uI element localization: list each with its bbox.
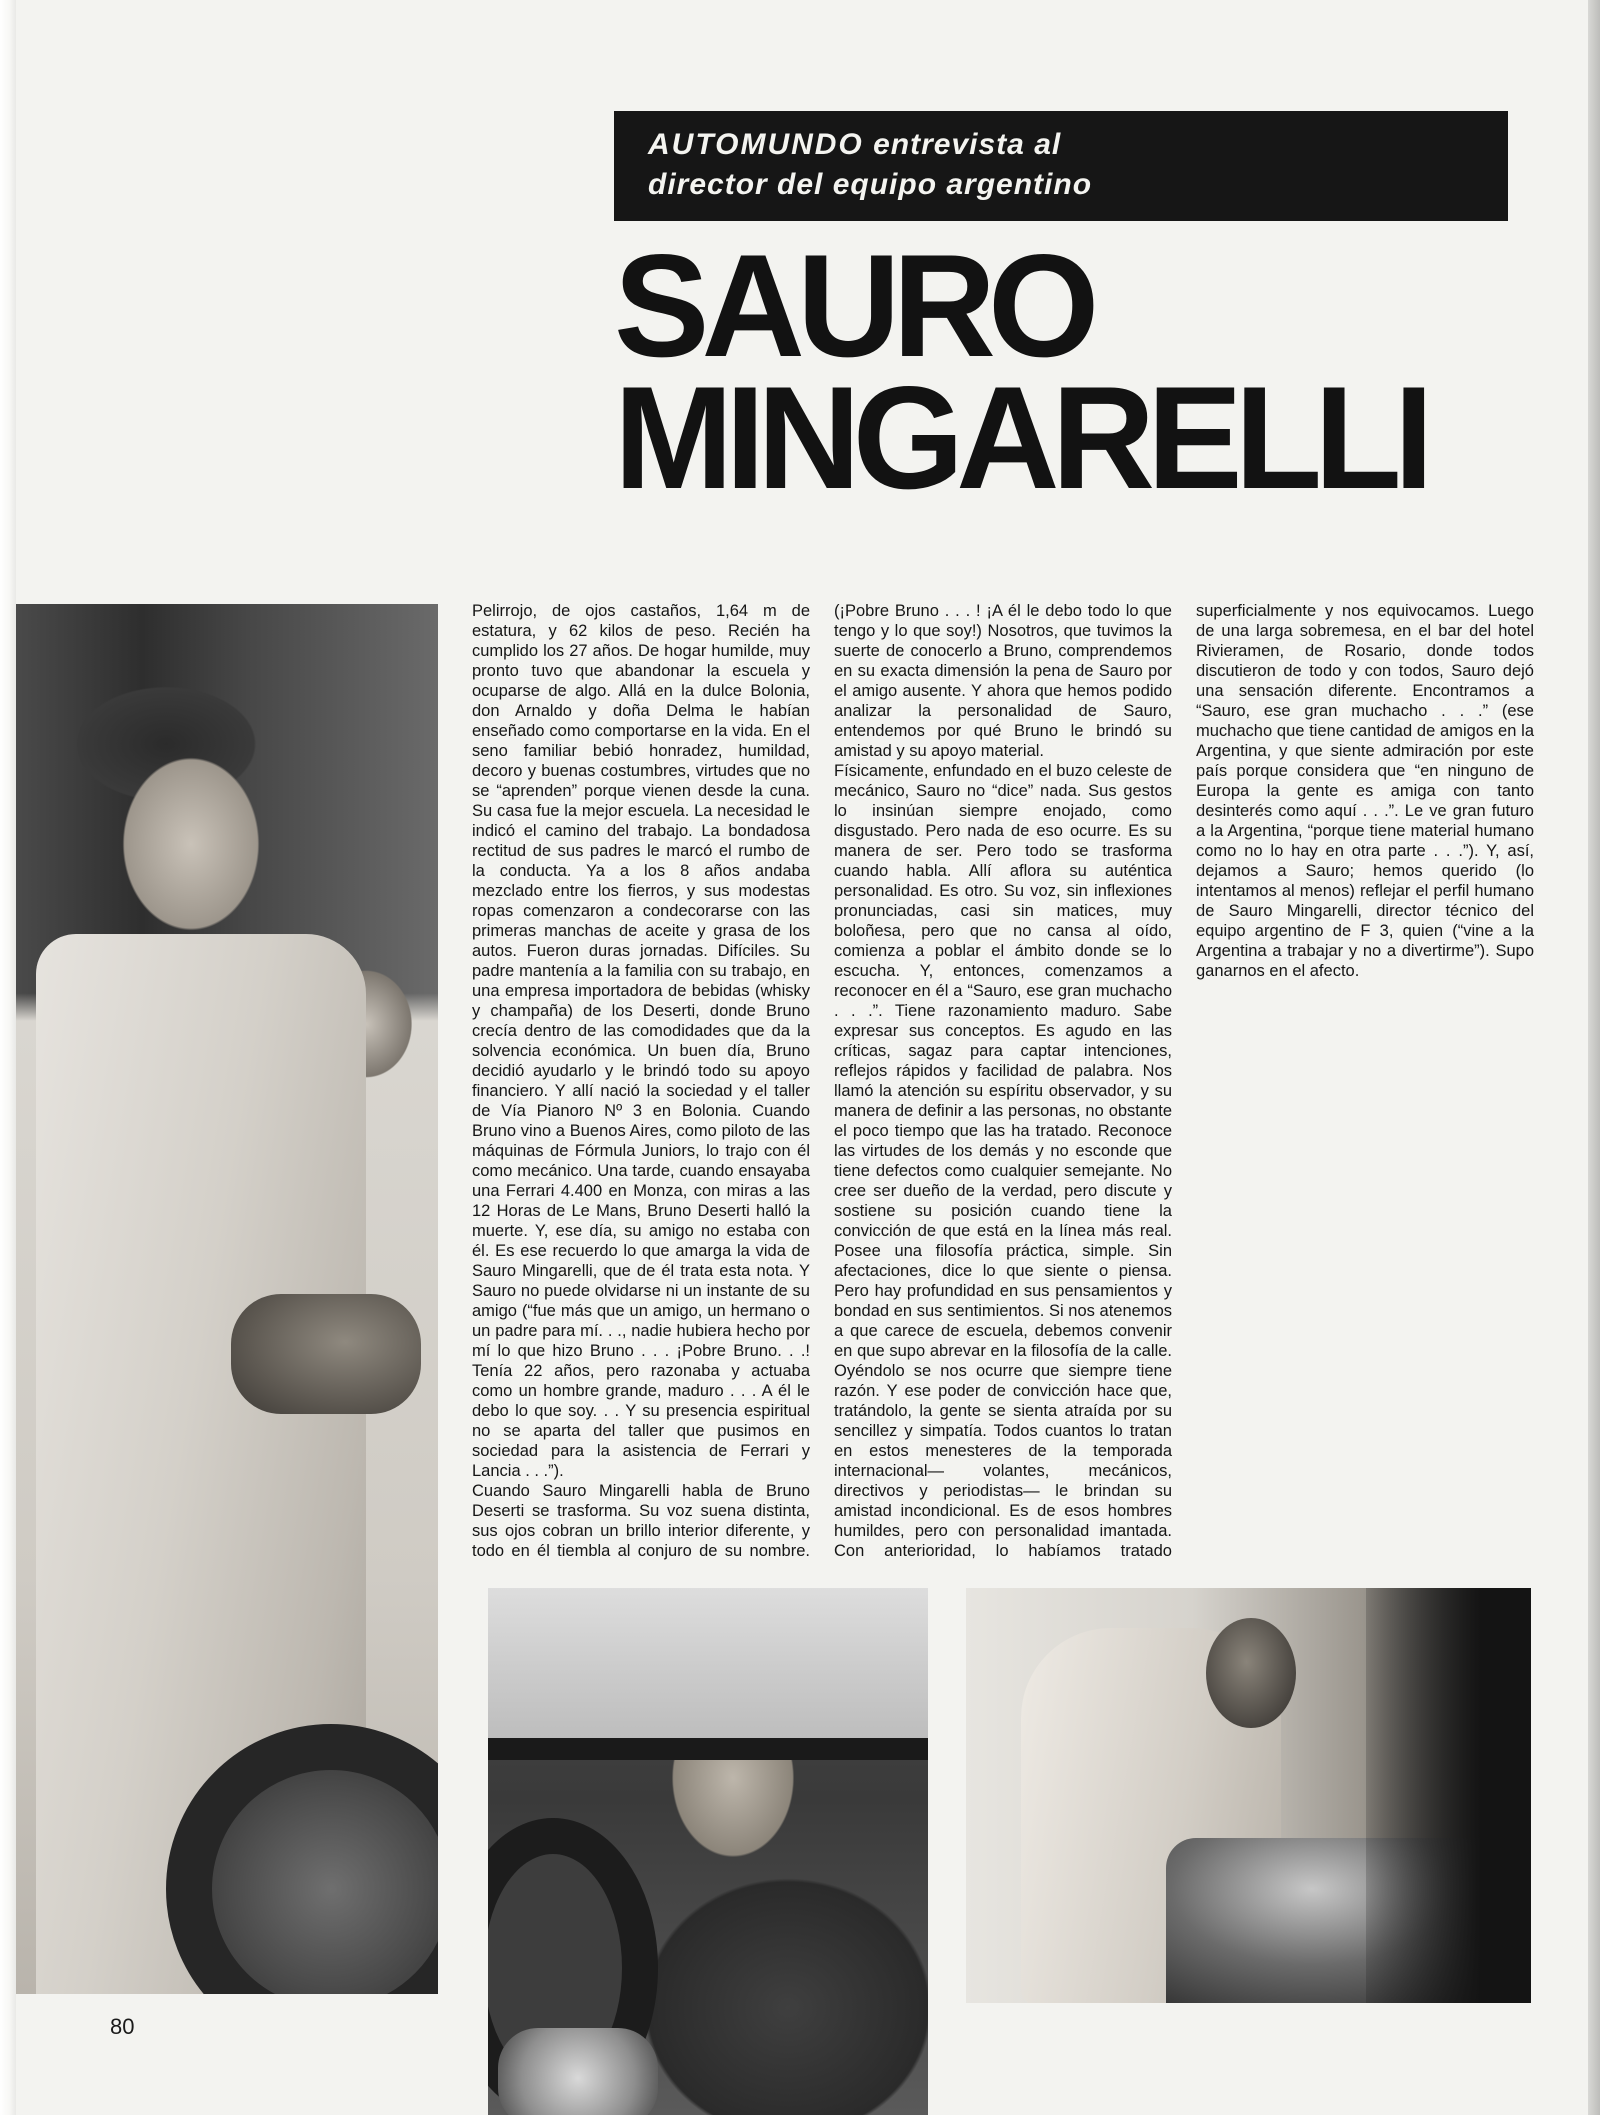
kicker-banner [614,111,1508,221]
scan-edge [0,0,16,2115]
portrait-photo [16,604,438,1994]
kicker-line-1-rest: entrevista al [873,128,1062,161]
headline-last-name: MINGARELLI [614,356,1426,519]
kicker-line-2: director del equipo argentino [648,168,1093,201]
headline-first-name: SAURO [614,224,1092,387]
magazine-brand: AUTOMUNDO [648,128,864,161]
photo-shadow [1366,1588,1531,2003]
article-paragraph: Cuando Sauro Mingarelli habla de Bruno Deserti se trasforma. Su voz suena distinta, sus ojos cobran un brillo interior diferente, y todo en él tiembla al conjuro de su nombre. (¡Pobre Bruno . . . ! ¡A él le debo todo lo que tengo y lo que soy!) Nosotros, que tuvimos la suerte de conocerlo a Bruno, comprendemos en su exacta dimensión la pena de Sauro por el amigo ausente. Y ahora que hemos podido analizar la personalidad de Sauro, entendemos por qué Bruno le brindó su amistad y su apoyo material. [472,602,1172,1560]
page-number: 80 [110,2014,135,2039]
article-body [472,601,1534,1561]
page-gutter-shadow [1588,0,1600,2115]
mechanic-engine-photo [966,1588,1531,2003]
article-paragraph: Pelirrojo, de ojos castaños, 1,64 m de estatura, y 62 kilos de peso. Recién ha cumplido los 27 años. De hogar humilde, muy pronto tuvo que abandonar la escuela y ocuparse de algo. Allá en la dulce Bolonia, don Arnaldo y doña Delma le habían enseñado como comportarse en la vida. En el seno familiar bebió honradez, humildad, decoro y buenas costumbres, virtudes que no se “aprenden” porque vienen desde la cuna. Su casa fue la mejor escuela. La necesidad le indicó el camino del trabajo. La bondadosa rectitud de sus padres le marcó el rumbo de la conducta. Ya a los 8 años andaba mezclado entre los fierros, y sus modestas ropas comenzaron a condecorarse con las primeras manchas de aceite y grasa de los autos. Fueron duras jornadas. Difíciles. Su padre mantenía a la familia con su trabajo, en una empresa importadora de bebidas (whisky y champaña) de los Deserti, donde Bruno crecía dentro de las comodidades que da la solvencia económica. Un buen día, Bruno decidió ayudarlo y le brindó todo su apoyo financiero. Y allí nació la sociedad y el taller de Vía Pianoro Nº 3 en Bolonia. Cuando Bruno vino a Buenos Aires, como piloto de las máquinas de Fórmula Juniors, lo trajo con él como mecánico. Una tarde, cuando ensayaba una Ferrari 4.400 en Monza, con miras a las 12 Horas de Le Mans, Bruno Deserti halló la muerte. Y, ese día, su amigo no estaba con él. Es ese recuerdo lo que amarga la vida de Sauro Mingarelli, que de él trata esta nota. Y Sauro no puede olvidarse ni un instante de su amigo (“fue más que un amigo, un hermano o un padre para mí. . ., nadie hubiera hecho por mí lo que hizo Bruno . . . ¡Pobre Bruno. . .! Tenía 22 años, pero razonaba y actuaba como un hombre grande, maduro . . . A él le debo lo que soy. . . Y su presencia espiritual no se aparta del taller que pusimos en sociedad para la asistencia de Ferrari y Lancia . . .”). [472,602,810,1480]
photo-window-frame [488,1738,928,1760]
photo-window [488,1588,928,1738]
kicker-line-1 [648,125,1508,165]
photo-subject-hands [231,1294,421,1414]
mechanic-working-photo [488,1588,928,2115]
photo-subject-head [1206,1618,1296,1728]
article-paragraph: Físicamente, enfundado en el buzo celeste de mecánico, Sauro no “dice” nada. Sus gestos lo insinúan siempre enojado, como disgustado. Pero nada de eso ocurre. Es su manera de ser. Pero todo se trasforma cuando habla. Allí aflora su auténtica personalidad. Es otro. Su voz, sin inflexiones pronunciadas, casi sin matices, muy boloñesa, pero que no cansa al oído, comienza a poblar el ámbito donde se lo escucha. Y, entonces, comenzamos a reconocer en él a “Sauro, ese gran muchacho . . .”. Tiene razonamiento maduro. Sabe expresar sus conceptos. Es agudo en las críticas, sagaz para captar intenciones, reflejos rápidos y facilidad de palabra. Nos llamó la atención su espíritu observador, y su manera de definir a las personas, no obstante el poco tiempo que las ha tratado. Reconoce las virtudes de los demás y no esconde que tiene defectos como cualquier semejante. No cree ser dueño de la verdad, pero discute y sostiene su posición cuando tiene la convicción de que está en la línea más real. Posee una filosofía práctica, simple. Sin afectaciones, dice lo que siente o piensa. Pero hay profundidad en sus pensamientos y bondad en sus sentimientos. Si nos atenemos a que carece de escuela, debemos convenir en que supo abrevar en la filosofía de la calle. Oyéndolo se nos ocurre que siempre tiene razón. Y ese poder de convicción hace que, tratándolo, la gente se sienta atraída por su sencillez y simpatía. Todos cuantos lo tratan en estos menesteres de la temporada internacional— volantes, mecánicos, directivos y periodistas— le brindan su amistad incondicional. Es de esos hombres humildes, pero con personalidad imantada. Con anterioridad, lo habíamos tratado superficialmente y nos equivocamos. Luego de una larga sobremesa, en el bar del hotel Rivieramen, de Rosario, donde todos discutieron de todo y con todos, Sauro dejó una sensación diferente. Encontramos a “Sauro, ese gran muchacho . . .” (ese muchacho que tiene cantidad de amigos en la Argentina, y que siente admiración por este país porque considera que “en ninguno de Europa la gente es amiga con tanto desinterés como aquí . . .”. Le ve gran futuro a la Argentina, “porque tiene material humano como no lo hay en otra parte . . .”). Y, así, dejamos a Sauro; hemos querido (lo intentamos al menos) reflejar el perfil humano de Sauro Mingarelli, director técnico del equipo argentino de F 3, quien (“vine a la Argentina a trabajar y no a divertirme”). Supo ganarnos en el afecto. [834,602,1534,1560]
article-headline [614,224,1496,519]
photo-engine-part [498,2028,658,2115]
